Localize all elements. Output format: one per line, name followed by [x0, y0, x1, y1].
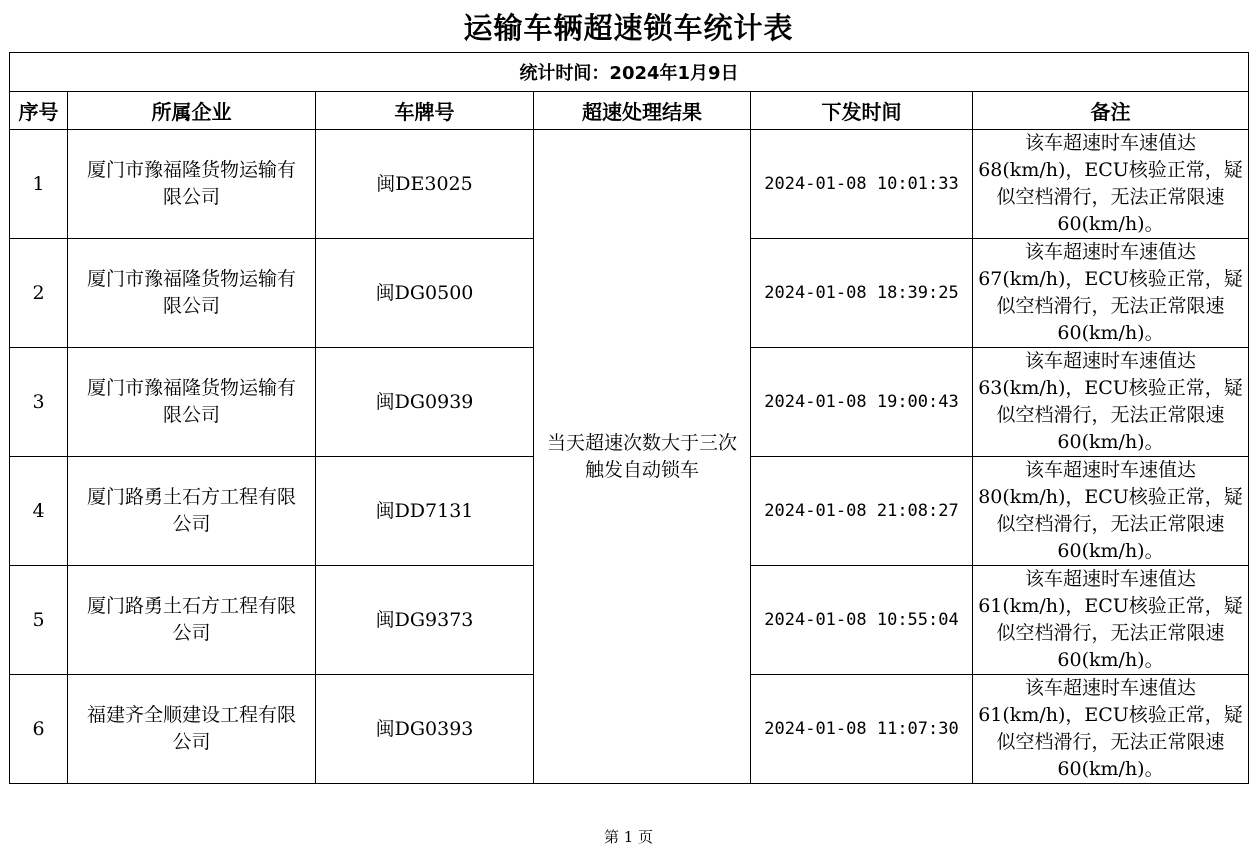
seq-cell: 2: [10, 239, 68, 348]
plate-cell: 闽DG0500: [316, 239, 534, 348]
remark-cell: 该车超速时车速值达67(km/h)，ECU核验正常，疑似空档滑行，无法正常限速60(km/h)。: [973, 239, 1249, 348]
company-cell: 厦门市豫福隆货物运输有限公司: [68, 348, 316, 457]
remark-cell: 该车超速时车速值达80(km/h)，ECU核验正常，疑似空档滑行，无法正常限速60(km/h)。: [973, 457, 1249, 566]
remark-cell: 该车超速时车速值达68(km/h)，ECU核验正常，疑似空档滑行，无法正常限速60(km/h)。: [973, 130, 1249, 239]
issued-time-cell: 2024-01-08 21:08:27: [751, 457, 973, 566]
issued-time-cell: 2024-01-08 10:55:04: [751, 566, 973, 675]
plate-cell: 闽DG0393: [316, 675, 534, 784]
seq-cell: 3: [10, 348, 68, 457]
seq-cell: 1: [10, 130, 68, 239]
plate-cell: 闽DG9373: [316, 566, 534, 675]
company-cell: 厦门路勇土石方工程有限公司: [68, 566, 316, 675]
remark-cell: 该车超速时车速值达63(km/h)，ECU核验正常，疑似空档滑行，无法正常限速60(km/h)。: [973, 348, 1249, 457]
issued-time-cell: 2024-01-08 11:07:30: [751, 675, 973, 784]
header-company: 所属企业: [68, 92, 316, 130]
seq-cell: 4: [10, 457, 68, 566]
company-cell: 厦门市豫福隆货物运输有限公司: [68, 239, 316, 348]
header-seq: 序号: [10, 92, 68, 130]
company-cell: 厦门路勇土石方工程有限公司: [68, 457, 316, 566]
result-cell: 当天超速次数大于三次触发自动锁车: [534, 130, 751, 784]
page-title: 运输车辆超速锁车统计表: [463, 11, 794, 45]
company-cell: 厦门市豫福隆货物运输有限公司: [68, 130, 316, 239]
issued-time-cell: 2024-01-08 18:39:25: [751, 239, 973, 348]
remark-cell: 该车超速时车速值达61(km/h)，ECU核验正常，疑似空档滑行，无法正常限速60(km/h)。: [973, 675, 1249, 784]
stat-time-row: [10, 53, 1249, 92]
seq-cell: 5: [10, 566, 68, 675]
speeding-lock-table: [9, 52, 1249, 784]
plate-cell: 闽DG0939: [316, 348, 534, 457]
company-cell: 福建齐全顺建设工程有限公司: [68, 675, 316, 784]
header-issued-time: 下发时间: [751, 92, 973, 130]
seq-cell: 6: [10, 675, 68, 784]
issued-time-cell: 2024-01-08 10:01:33: [751, 130, 973, 239]
plate-cell: 闽DE3025: [316, 130, 534, 239]
header-plate: 车牌号: [316, 92, 534, 130]
stat-time-cell: 统计时间：2024年1月9日: [10, 53, 1249, 92]
table-header-row: [10, 92, 1249, 130]
header-remark: 备注: [973, 92, 1249, 130]
header-result: 超速处理结果: [534, 92, 751, 130]
plate-cell: 闽DD7131: [316, 457, 534, 566]
issued-time-cell: 2024-01-08 19:00:43: [751, 348, 973, 457]
table-row: [10, 130, 1249, 239]
page-number: 第 1 页: [603, 828, 654, 846]
remark-cell: 该车超速时车速值达61(km/h)，ECU核验正常，疑似空档滑行，无法正常限速60(km/h)。: [973, 566, 1249, 675]
